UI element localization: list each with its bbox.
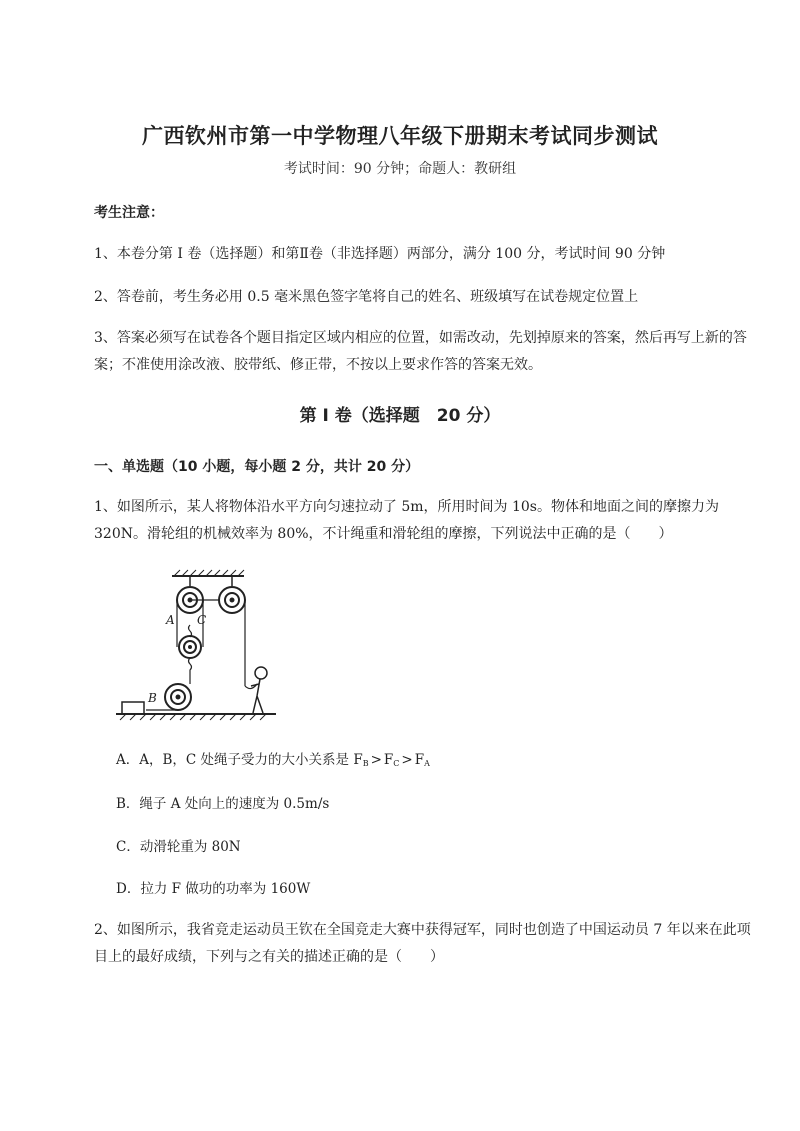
option-d[interactable]: D．拉力 F 做功的功率为 160W bbox=[116, 881, 311, 897]
notice-heading: 考生注意： bbox=[94, 205, 164, 221]
force-f: F bbox=[383, 752, 394, 768]
subscript-c: C bbox=[393, 759, 400, 768]
option-c[interactable]: C．动滑轮重为 80N bbox=[116, 839, 241, 855]
notice-item-1: 1、本卷分第 I 卷（选择题）和第Ⅱ卷（非选择题）两部分，满分 100 分，考试时间 90 分钟 bbox=[94, 246, 666, 262]
option-a[interactable] bbox=[116, 748, 430, 768]
greater-than: > bbox=[401, 752, 413, 768]
force-f: F bbox=[414, 752, 425, 768]
option-a-text: A．A，B，C 处绳子受力的大小关系是 F bbox=[116, 752, 363, 768]
pulley-diagram bbox=[110, 568, 280, 728]
option-b[interactable]: B．绳子 A 处向上的速度为 0.5m/s bbox=[116, 796, 330, 812]
label-b: B bbox=[148, 691, 157, 705]
notice-item-2: 2、答卷前，考生务必用 0.5 毫米黑色签字笔将自己的姓名、班级填写在试卷规定位置上 bbox=[94, 289, 639, 305]
subscript-a: A bbox=[424, 759, 430, 768]
question-1-stem: 1、如图所示，某人将物体沿水平方向匀速拉动了 5m，所用时间为 10s。物体和地面之间的摩擦力为 320N。滑轮组的机械效率为 80%，不计绳重和滑轮组的摩擦，下列说法中正确的是（ ） bbox=[94, 499, 719, 542]
greater-than: > bbox=[370, 752, 382, 768]
label-a: A bbox=[166, 613, 175, 627]
exam-info: 考试时间：90 分钟；命题人：教研组 bbox=[283, 161, 517, 177]
subscript-b: B bbox=[362, 759, 369, 768]
label-c: C bbox=[197, 613, 207, 627]
question-2-stem: 2、如图所示，我省竞走运动员王钦在全国竞走大赛中获得冠军，同时也创造了中国运动员 7 年以来在此项目上的最好成绩，下列与之有关的描述正确的是（ ） bbox=[94, 922, 751, 965]
mcq-heading: 一、单选题（10 小题，每小题 2 分，共计 20 分） bbox=[94, 459, 420, 475]
section-title: 第 I 卷（选择题 20 分） bbox=[299, 406, 501, 426]
notice-item-3: 3、答案必须写在试卷各个题目指定区域内相应的位置，如需改动，先划掉原来的答案，然后再写上新的答案；不准使用涂改液、胶带纸、修正带，不按以上要求作答的答案无效。 bbox=[94, 330, 747, 373]
page-title: 广西钦州市第一中学物理八年级下册期末考试同步测试 bbox=[142, 124, 658, 148]
